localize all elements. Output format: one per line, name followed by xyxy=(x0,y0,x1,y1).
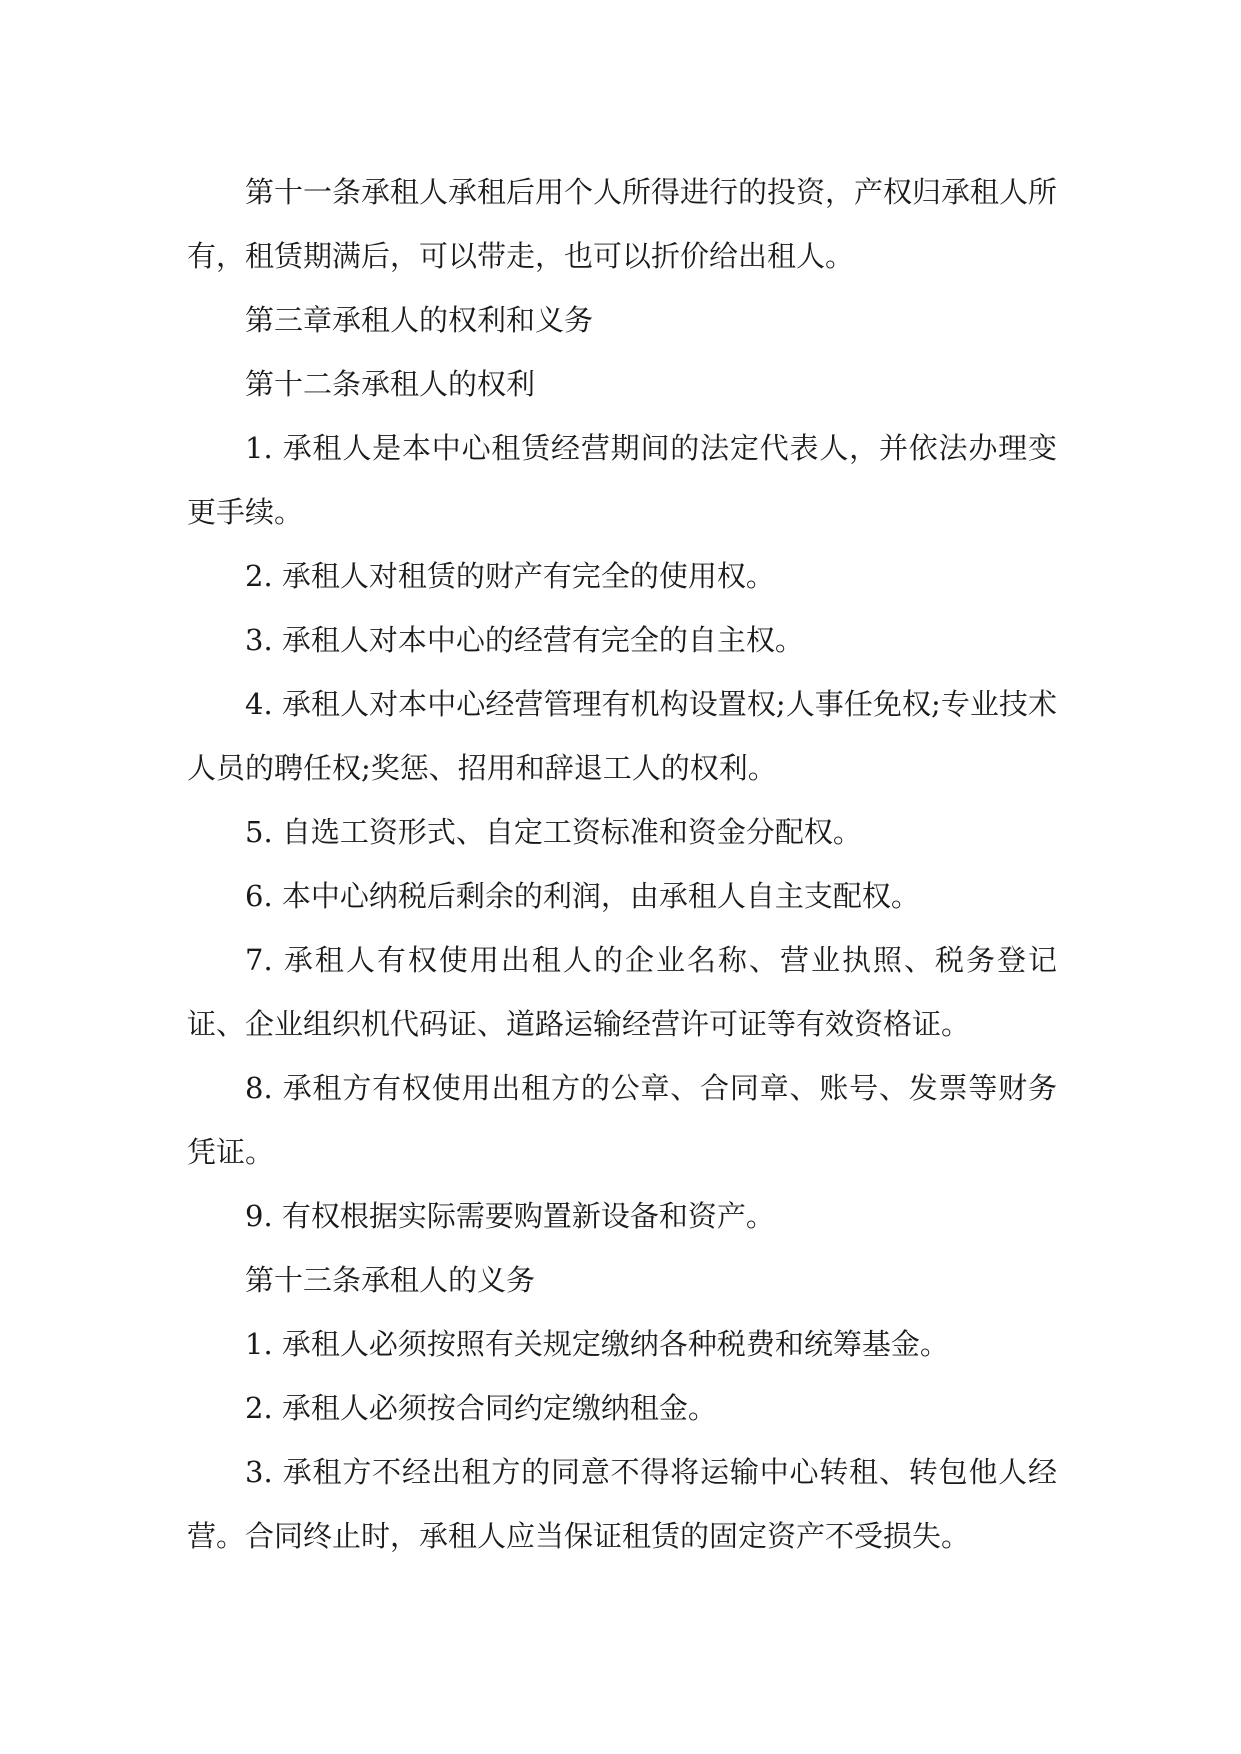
list-item: 4. 承租人对本中心经营管理有机构设置权;人事任免权;专业技术人员的聘任权;奖惩、招用和辞退工人的权利。 xyxy=(187,687,1057,785)
article-13-heading: 第十三条承租人的义务 xyxy=(245,1263,536,1297)
list-item: 7. 承租人有权使用出租人的企业名称、营业执照、税务登记证、企业组织机代码证、道路运输经营许可证等有效资格证。 xyxy=(187,943,1057,1041)
list-item: 3. 承租人对本中心的经营有完全的自主权。 xyxy=(245,623,804,657)
document-body xyxy=(187,160,1057,1568)
list-item: 1. 承租人是本中心租赁经营期间的法定代表人，并依法办理变更手续。 xyxy=(187,431,1057,529)
article-12-heading: 第十二条承租人的权利 xyxy=(245,367,536,401)
list-item: 8. 承租方有权使用出租方的公章、合同章、账号、发票等财务凭证。 xyxy=(187,1071,1057,1169)
list-item: 6. 本中心纳税后剩余的利润，由承租人自主支配权。 xyxy=(245,879,920,913)
chapter-heading: 第三章承租人的权利和义务 xyxy=(245,303,594,337)
list-item: 3. 承租方不经出租方的同意不得将运输中心转租、转包他人经营。合同终止时，承租人应当保证租赁的固定资产不受损失。 xyxy=(187,1455,1057,1553)
list-item: 5. 自选工资形式、自定工资标准和资金分配权。 xyxy=(245,815,862,849)
list-item: 2. 承租人必须按合同约定缴纳租金。 xyxy=(245,1391,717,1425)
list-item: 9. 有权根据实际需要购置新设备和资产。 xyxy=(245,1199,775,1233)
list-item: 2. 承租人对租赁的财产有完全的使用权。 xyxy=(245,559,775,593)
list-item: 1. 承租人必须按照有关规定缴纳各种税费和统筹基金。 xyxy=(245,1327,949,1361)
paragraph-article-11: 第十一条承租人承租后用个人所得进行的投资，产权归承租人所有，租赁期满后，可以带走，也可以折价给出租人。 xyxy=(187,175,1058,273)
